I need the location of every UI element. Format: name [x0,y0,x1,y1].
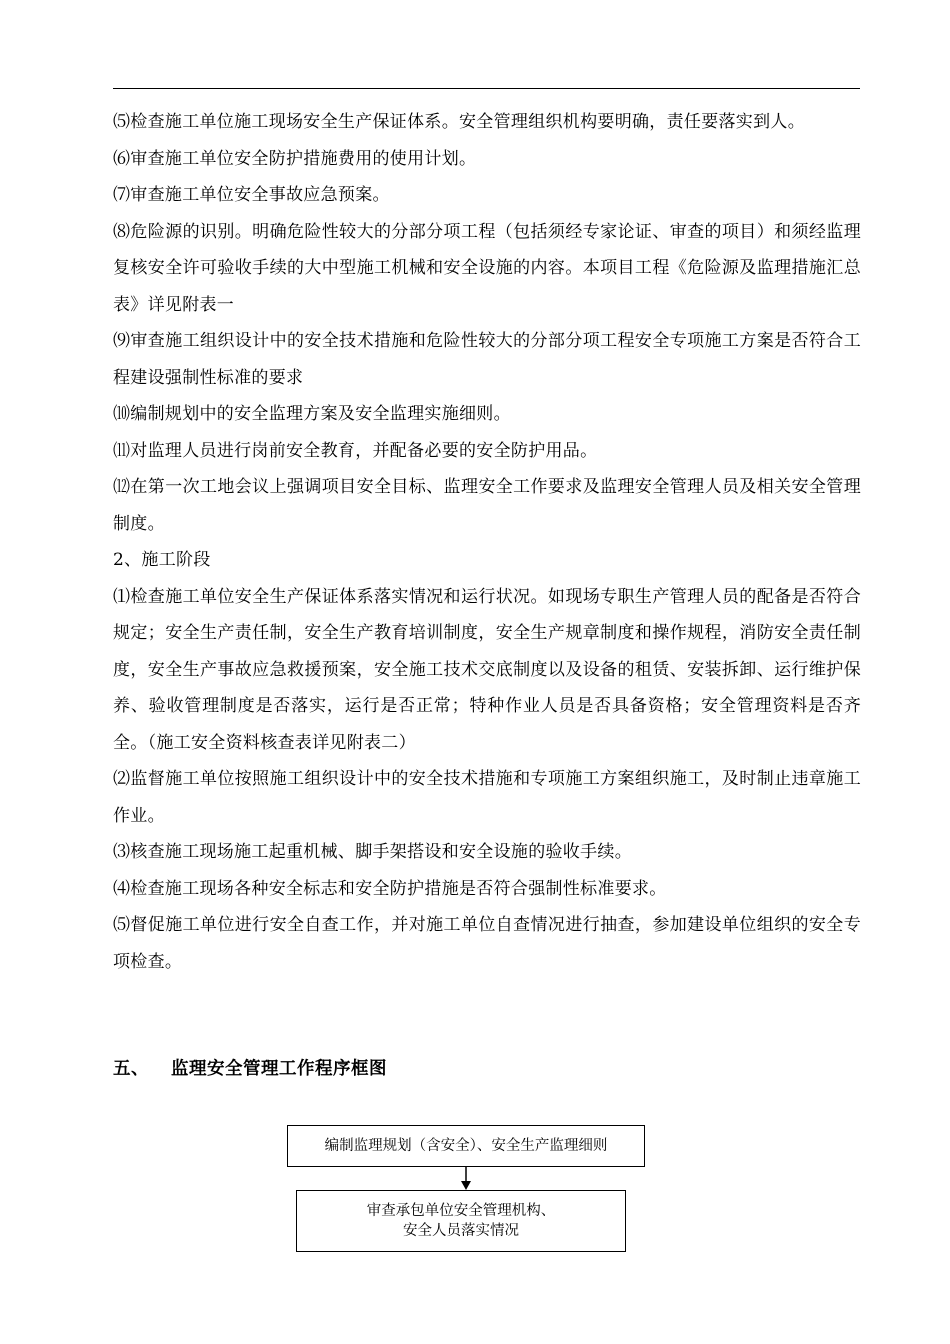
stage-paragraph-4: ⑷检查施工现场各种安全标志和安全防护措施是否符合强制性标准要求。 [113,878,667,899]
flowchart-arrow-icon [460,1167,472,1191]
body-text [113,104,861,980]
paragraph-8: ⑻危险源的识别。明确危险性较大的分部分项工程（包括须经专家论证、审查的项目）和须经监理复核安全许可验收手续的大中型施工机械和安全设施的内容。本项目工程《危险源及监理措施汇总表》详见附表一 [113,221,861,315]
flowchart-step-2-line-2: 安全人员落实情况 [403,1223,519,1239]
subheading-construction-stage: 2、施工阶段 [113,550,211,570]
paragraph-12: ⑿在第一次工地会议上强调项目安全目标、监理安全工作要求及监理安全管理人员及相关安全管理制度。 [113,477,861,534]
section-title: 监理安全管理工作程序框图 [171,1059,387,1079]
paragraph-5: ⑸检查施工单位施工现场安全生产保证体系。安全管理组织机构要明确，责任要落实到人。 [113,112,805,132]
paragraph-6: ⑹审查施工单位安全防护措施费用的使用计划。 [113,148,477,169]
flowchart-step-2 [296,1190,626,1252]
paragraph-7: ⑺审查施工单位安全事故应急预案。 [113,185,390,205]
paragraph-10: ⑽编制规划中的安全监理方案及安全监理实施细则。 [113,404,511,424]
stage-paragraph-2: ⑵监督施工单位按照施工组织设计中的安全技术措施和专项施工方案组织施工，及时制止违章施工作业。 [113,769,861,826]
stage-paragraph-3: ⑶核查施工现场施工起重机械、脚手架搭设和安全设施的验收手续。 [113,842,632,862]
paragraph-9: ⑼审查施工组织设计中的安全技术措施和危险性较大的分部分项工程安全专项施工方案是否符合工程建设强制性标准的要求 [113,331,861,388]
section-heading [113,1055,387,1080]
header-rule [113,88,860,89]
paragraph-11: ⑾对监理人员进行岗前安全教育，并配备必要的安全防护用品。 [113,440,598,461]
flowchart-step-1-label: 编制监理规划（含安全）、安全生产监理细则 [324,1138,608,1154]
section-number: 五、 [113,1059,149,1079]
stage-paragraph-1: ⑴检查施工单位安全生产保证体系落实情况和运行状况。如现场专职生产管理人员的配备是否符合规定；安全生产责任制，安全生产教育培训制度，安全生产规章制度和操作规程，消防安全责任制度，安全生产事故应急救援预案，安全施工技术交底制度以及设备的租赁、安装拆卸、运行维护保养、验收管理制度是否落实，运行是否正常；特种作业人员是否具备资格；安全管理资料是否齐全。（施工安全资料核查表详见附表二） [113,586,861,753]
stage-paragraph-5: ⑸督促施工单位进行安全自查工作，并对施工单位自查情况进行抽查，参加建设单位组织的安全专项检查。 [113,915,861,972]
flowchart-step-1 [287,1125,645,1167]
flowchart-step-2-line-1: 审查承包单位安全管理机构、 [366,1203,556,1219]
